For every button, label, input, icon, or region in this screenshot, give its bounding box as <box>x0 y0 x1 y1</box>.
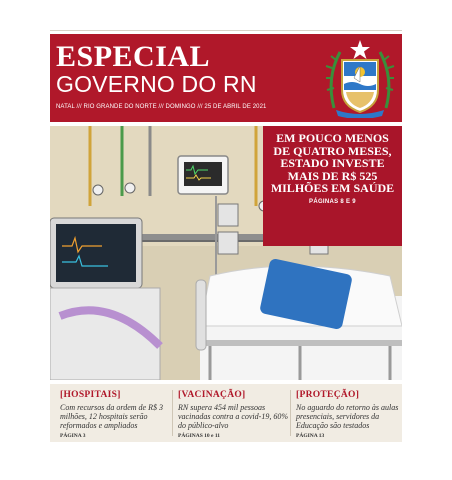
teaser-page-ref: PÁGINAS 10 e 11 <box>178 433 221 439</box>
teaser-tag: [HOSPITAIS] <box>60 390 121 400</box>
teaser-page-ref: PÁGINA 3 <box>60 433 86 439</box>
teaser-vacinacao <box>178 390 288 440</box>
dateline: NATAL /// RIO GRANDE DO NORTE /// DOMINGO /// 25 DE ABRIL DE 2021 <box>56 104 267 110</box>
top-rule <box>50 30 402 31</box>
teaser-page-ref: PÁGINA 13 <box>296 433 325 439</box>
teaser-divider <box>172 390 173 436</box>
masthead-kicker: ESPECIAL <box>56 40 211 73</box>
teaser-text: RN supera 454 mil pessoas vacinadas contra a covid-19, 60% do público-alvo <box>178 403 288 430</box>
cover-callout <box>263 126 402 246</box>
masthead <box>50 34 402 122</box>
section-teasers <box>50 384 402 442</box>
teaser-tag: [PROTEÇÃO] <box>296 390 360 400</box>
teaser-divider <box>290 390 291 436</box>
teaser-text: Com recursos da ordem de R$ 3 milhões, 12 hospitais serão reformados e ampliados <box>60 403 163 430</box>
callout-headline: EM POUCO MENOS DE QUATRO MESES, ESTADO INVESTE MAIS DE R$ 525 MILHÕES EM SAÚDE <box>270 131 395 195</box>
teaser-text: No aguardo do retorno às aulas presenciais, servidores da Educação são testados <box>296 403 399 430</box>
teaser-tag: [VACINAÇÃO] <box>178 390 246 400</box>
teaser-protecao <box>296 390 400 440</box>
rn-coat-of-arms-icon <box>324 38 396 118</box>
teaser-hospitais <box>60 390 170 440</box>
callout-page-ref: PÁGINAS 8 E 9 <box>309 198 356 205</box>
masthead-title: GOVERNO DO RN <box>56 71 257 97</box>
